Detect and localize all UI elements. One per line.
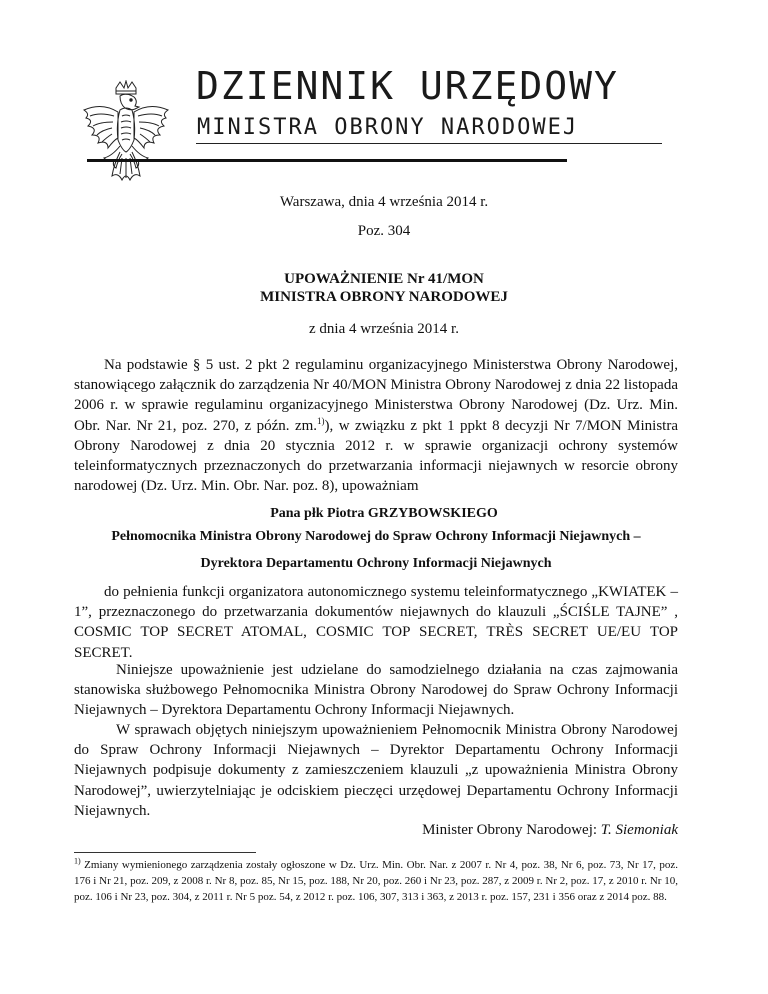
authorized-person-role-line-1: Pełnomocnika Ministra Obrony Narodowej do Spraw Ochrony Informacji Niejawnych – (111, 529, 641, 544)
white-eagle-emblem-icon (78, 80, 174, 188)
preamble-text-a: Na podstawie § 5 ust. 2 pkt 2 regulaminu organizacyjnego Ministerstwa Obrony Narodowej, stanowiącego załącznik do zarządzenia Nr 40/MON Ministra Obrony Narodowej z dnia 22 listopada 2006 r. w sprawie regulaminu organizacyjnego Ministerstwa Obrony Narodowej (Dz. Urz. Min. Obr. Nar. Nr 21, poz. 270, z późn. zm. (74, 357, 678, 434)
header-divider (87, 159, 567, 162)
place-date: Warszawa, dnia 4 września 2014 r. (279, 194, 489, 210)
signature-name: T. Siemoniak (600, 822, 678, 838)
footnote-marker: 1) (74, 856, 81, 866)
masthead-title: DZIENNIK URZĘDOWY (196, 64, 619, 108)
footnote-divider (74, 852, 256, 853)
document-date: z dnia 4 września 2014 r. (309, 321, 459, 337)
masthead-divider (196, 143, 662, 144)
grant-paragraph: do pełnienia funkcji organizatora autonomicznego systemu teleinformatycznego „KWIATEK – 1”, przeznaczonego do przetwarzania dokumentów niejawnych do klauzuli „ŚCIŚLE TAJNE” , COSMIC TOP SECRET ATOMAL, COSMIC TOP SECRET, TRÈS SECRET UE/EU TOP SECRET. (74, 584, 678, 661)
preamble-text-b: ), w związku z pkt 1 ppkt 8 decyzji Nr 7/MON Ministra Obrony Narodowej z dnia 20 stycznia 2012 r. w sprawie organizacji ochrony systemów teleinformatycznych przeznaczonych do przetwarzania informacji niejawnych w resorcie obrony narodowej (Dz. Urz. Min. Obr. Nar. poz. 8), upoważniam (74, 417, 678, 495)
footnote (74, 857, 678, 905)
footnote-text: Zmiany wymienionego zarządzenia zostały ogłoszone w Dz. Urz. Min. Obr. Nar. z 2007 r. Nr 4, poz. 38, Nr 6, poz. 73, Nr 17, poz. 176 i Nr 21, poz. 209, z 2008 r. Nr 8, poz. 85, Nr 15, poz. 188, Nr 20, poz. 260 i Nr 23, poz. 287, z 2009 r. Nr 2, poz. 17, z 2010 r. Nr 10, poz. 106 i Nr 23, poz. 304, z 2011 r. Nr 5 poz. 54, z 2012 r. poz. 106, 307, 313 i 363, z 2013 r. poz. 157, 231 i 356 oraz z 2014 poz. 88. (74, 859, 679, 903)
position-number: Poz. 304 (357, 223, 411, 239)
signature (422, 822, 678, 839)
signature-role: Minister Obrony Narodowej: (422, 822, 598, 838)
authorized-person-name: Pana płk Piotra GRZYBOWSKIEGO (270, 506, 498, 521)
preamble-paragraph (74, 355, 678, 496)
document-title (0, 270, 768, 306)
authorized-person-role-line-2: Dyrektora Departamentu Ochrony Informacji Niejawnych (200, 556, 552, 571)
document-title-line-1: UPOWAŻNIENIE Nr 41/MON (284, 271, 484, 287)
authorized-person-role (74, 523, 678, 577)
document-title-line-2: MINISTRA OBRONY NARODOWEJ (260, 289, 508, 305)
duration-paragraph: Niniejsze upoważnienie jest udzielane do samodzielnego działania na czas zajmowania stanowiska służbowego Pełnomocnika Ministra Obrony Narodowej do Spraw Ochrony Informacji Niejawnych – Dyrektora Departamentu Ochrony Informacji Niejawnych. (74, 662, 678, 719)
signing-paragraph: W sprawach objętych niniejszym upoważnieniem Pełnomocnik Ministra Obrony Narodowej do Spraw Ochrony Informacji Niejawnych – Dyrektor Departamentu Ochrony Informacji Niejawnych podpisuje dokumenty z zamieszczeniem klauzuli „z upoważnienia Ministra Obrony Narodowej”, uwierzytelniając je odciskiem pieczęci urzędowej Departamentu Ochrony Informacji Niejawnych. (74, 722, 678, 819)
footnote-reference[interactable]: 1) (317, 415, 325, 426)
masthead-subtitle: MINISTRA OBRONY NARODOWEJ (197, 115, 579, 140)
